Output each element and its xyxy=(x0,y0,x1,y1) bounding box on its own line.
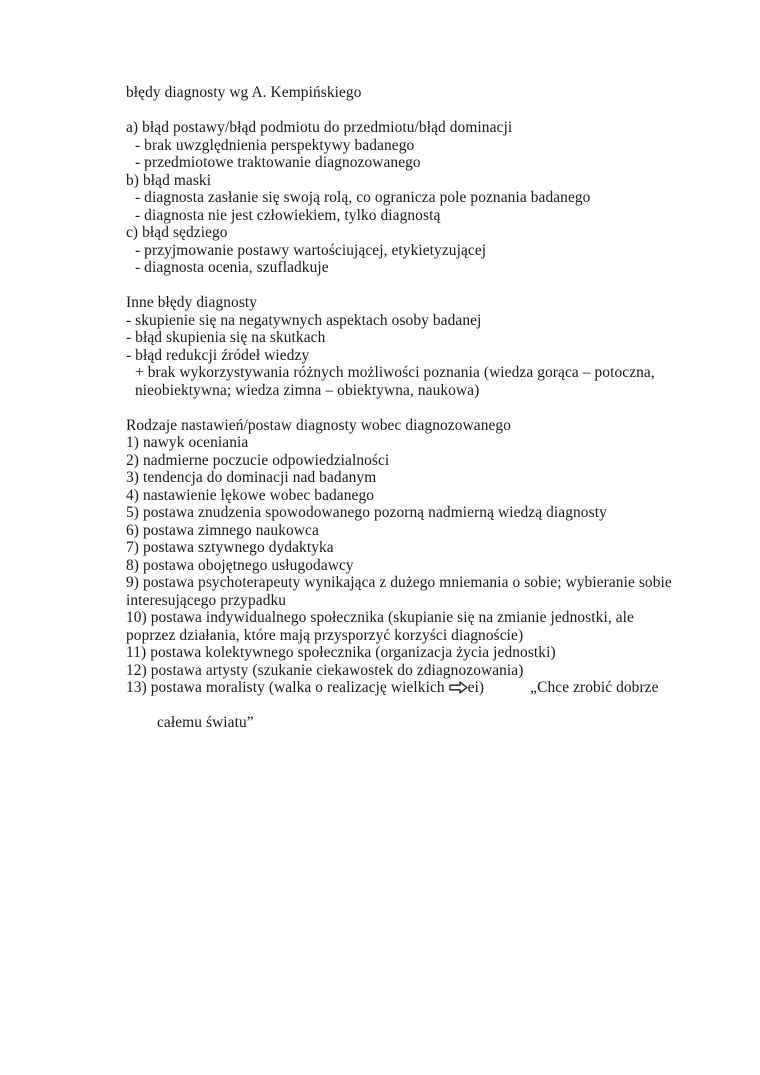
text-line: 8) postawa obojętnego usługodawcy xyxy=(126,556,354,574)
text-line: - przedmiotowe traktowanie diagnozowanego xyxy=(135,154,421,171)
text-line: nieobiektywna; wiedza zimna – obiektywna, naukowa) xyxy=(135,381,480,399)
text-line: - błąd skupienia się na skutkach xyxy=(126,329,326,346)
text-line: a) błąd postawy/błąd podmiotu do przedmiotu/błąd dominacji xyxy=(126,119,513,136)
text-line: + brak wykorzystywania różnych możliwości poznania (wiedza gorąca – potoczna, xyxy=(135,364,655,381)
text-segment: „Chce zrobić dobrze xyxy=(530,679,659,696)
text-line: 4) nastawienie lękowe wobec badanego xyxy=(126,486,375,504)
text-line: 10) postawa indywidualnego społecznika (skupianie się na zmianie jednostki, ale xyxy=(126,609,634,626)
blank-line xyxy=(126,399,744,417)
right-arrow-icon xyxy=(449,679,468,697)
text-line: 12) postawa artysty (szukanie ciekawostek do zdiagnozowania) xyxy=(126,661,524,679)
text-line: - diagnosta ocenia, szufladkuje xyxy=(135,259,329,276)
text-line: c) błąd sędziego xyxy=(126,224,228,241)
text-line: 7) postawa sztywnego dydaktyka xyxy=(126,539,334,556)
text-segment: 13) postawa moralisty (walka o realizację wielkich xyxy=(126,679,449,696)
text-line: całemu światu” xyxy=(157,714,254,731)
text-line: 11) postawa kolektywnego społecznika (organizacja życia jednostki) xyxy=(126,644,556,661)
text-line xyxy=(126,679,744,697)
text-line: - skupienie się na negatywnych aspektach osoby badanej xyxy=(126,311,482,329)
text-line: 1) nawyk oceniania xyxy=(126,434,249,451)
text-line: 2) nadmierne poczucie odpowiedzialności xyxy=(126,451,390,469)
text-line: - diagnosta nie jest człowiekiem, tylko diagnostą xyxy=(135,206,441,224)
text-line: - przyjmowanie postawy wartościującej, etykietyzującej xyxy=(135,241,487,259)
document-body xyxy=(126,84,744,732)
text-line: - błąd redukcji źródeł wiedzy xyxy=(126,346,310,364)
text-line: 3) tendencja do dominacji nad badanym xyxy=(126,469,377,486)
text-line: interesującego przypadku xyxy=(126,591,287,609)
blank-line xyxy=(126,102,744,120)
blank-line xyxy=(126,277,744,295)
document-title: błędy diagnosty wg A. Kempińskiego xyxy=(126,84,362,101)
text-line: 9) postawa psychoterapeuty wynikająca z dużego mniemania o sobie; wybieranie sobie xyxy=(126,574,672,591)
text-line: 5) postawa znudzenia spowodowanego pozorną nadmierną wiedzą diagnosty xyxy=(126,504,607,521)
text-line: b) błąd maski xyxy=(126,171,212,189)
text-line: - brak uwzględnienia perspektywy badanego xyxy=(135,136,415,154)
text-line: Inne błędy diagnosty xyxy=(126,294,258,311)
blank-line xyxy=(126,697,744,715)
text-line: Rodzaje nastawień/postaw diagnosty wobec diagnozowanego xyxy=(126,416,512,434)
text-line: poprzez działania, które mają przysporzyć korzyści diagnoście) xyxy=(126,626,524,644)
text-line: 6) postawa zimnego naukowca xyxy=(126,521,319,539)
text-segment: ei) xyxy=(467,679,485,696)
text-line: - diagnosta zasłanie się swoją rolą, co ogranicza pole poznania badanego xyxy=(135,189,591,206)
